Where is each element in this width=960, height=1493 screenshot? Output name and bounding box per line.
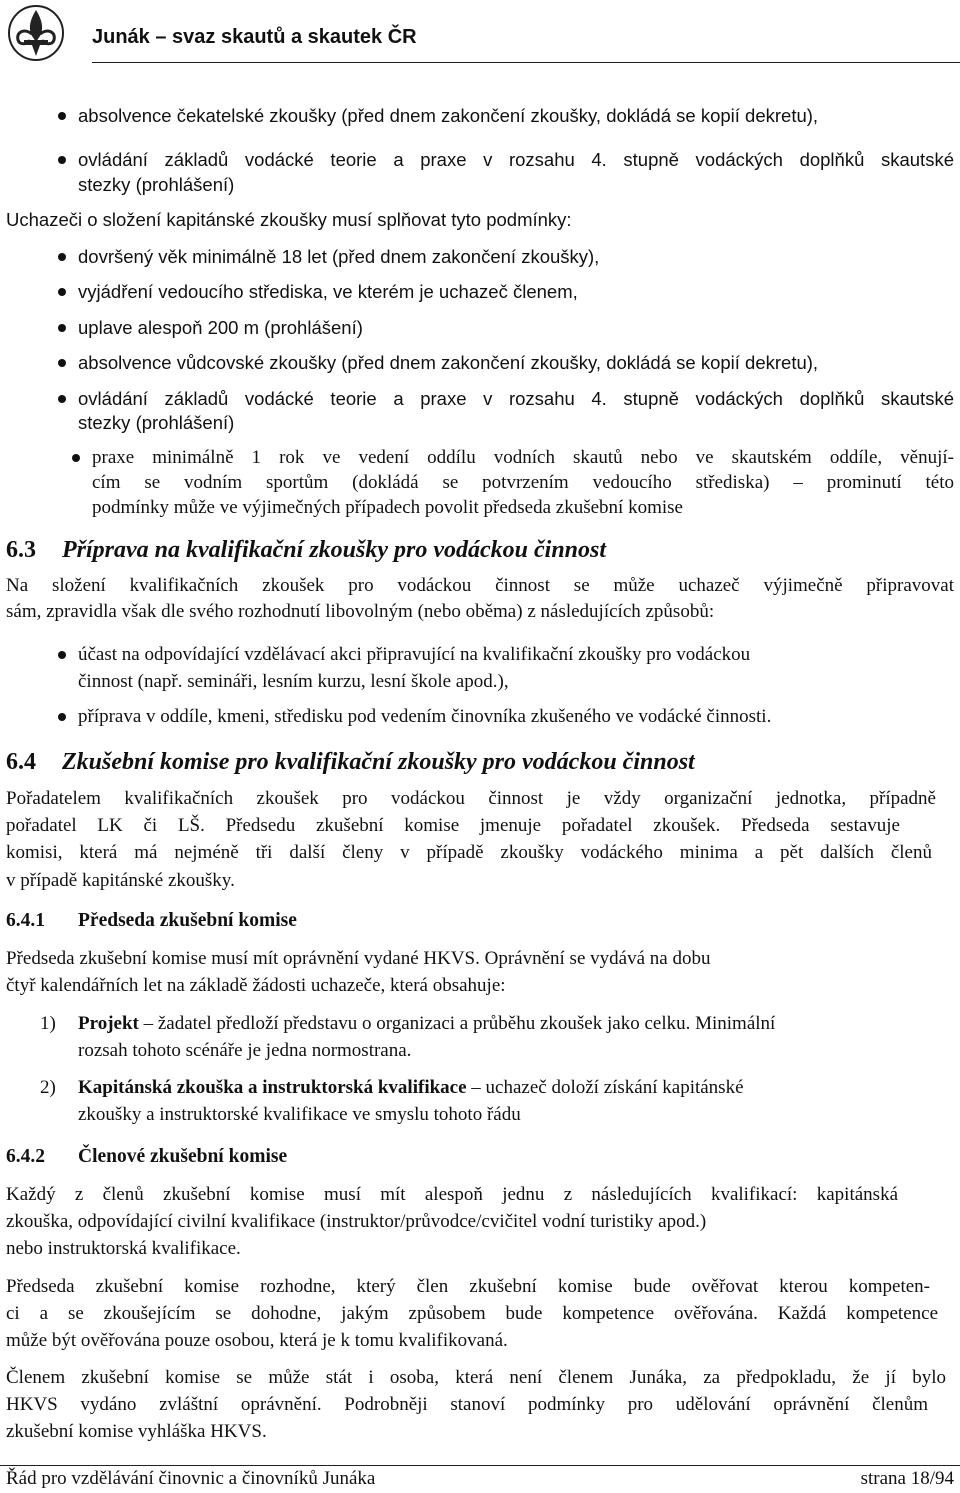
bullet-icon: [58, 651, 66, 659]
list-item: praxe minimálně 1 rok ve vedení oddílu vodních skautů nebo ve skautském oddíle, věnují-: [92, 447, 954, 468]
paragraph-line: Předseda zkušební komise rozhodne, který člen zkušební komise bude ověřovat kterou kompeten-: [6, 1276, 930, 1297]
numbered-item-bold: Projekt: [78, 1013, 139, 1034]
list-item-continuation: činnost (např. semináři, lesním kurzu, lesní škole apod.),: [78, 671, 509, 692]
paragraph-line: zkušební komise vyhláška HKVS.: [6, 1421, 267, 1442]
numbered-item-text: – žadatel předloží představu o organizaci a průběhu zkoušek jako celku. Minimální: [138, 1013, 776, 1034]
scout-lily-logo-icon: [6, 4, 66, 62]
paragraph-line: čtyř kalendářních let na základě žádosti uchazeče, která obsahuje:: [6, 975, 506, 996]
list-item: ovládání základů vodácké teorie a praxe v rozsahu 4. stupně vodáckých doplňků skautské: [78, 388, 954, 409]
paragraph-line: Na složení kvalifikačních zkoušek pro vodáckou činnost se může uchazeč výjimečně připravovat: [6, 575, 954, 596]
paragraph-line: Každý z členů zkušební komise musí mít alespoň jednu z následujících kvalifikací: kapitánská: [6, 1184, 898, 1205]
numbered-item-bold: Kapitánská zkouška a instruktorská kvalifikace: [78, 1077, 467, 1098]
bullet-icon: [58, 359, 66, 367]
paragraph-line: sám, zpravidla však dle svého rozhodnutí libovolným (nebo oběma) z následujících způsobů:: [6, 601, 715, 622]
numbered-item: [78, 1076, 744, 1100]
section-number: 6.4: [6, 749, 36, 775]
numbered-item-text: – uchazeč doloží získání kapitánské: [466, 1077, 744, 1098]
bullet-icon: [58, 395, 66, 403]
list-item-continuation: cím se vodním sportům (dokládá se potvrzením vedoucího střediska) – prominutí této: [92, 472, 954, 493]
organization-name: Junák – svaz skautů a skautek ČR: [92, 26, 417, 48]
list-item: uplave alespoň 200 m (prohlášení): [78, 317, 363, 338]
bullet-icon: [58, 288, 66, 296]
bullet-icon: [58, 112, 66, 120]
paragraph-line: HKVS vydáno zvláštní oprávnění. Podrobněji stanoví podmínky pro udělování oprávnění členům: [6, 1394, 928, 1415]
subsection-number: 6.4.1: [6, 910, 45, 931]
list-item-continuation: stezky (prohlášení): [78, 412, 235, 433]
list-item: účast na odpovídající vzdělávací akci připravující na kvalifikační zkoušky pro vodáckou: [78, 644, 751, 665]
paragraph-line: Pořadatelem kvalifikačních zkoušek pro vodáckou činnost je vždy organizační jednotka, případně: [6, 788, 936, 809]
list-item: příprava v oddíle, kmeni, středisku pod vedením činovníka zkušeného ve vodácké činnosti.: [78, 706, 772, 727]
header-divider: [92, 62, 960, 63]
captain-intro: Uchazeči o složení kapitánské zkoušky musí splňovat tyto podmínky:: [6, 209, 572, 230]
numbered-item-number: 2): [40, 1077, 56, 1098]
section-title: Příprava na kvalifikační zkoušky pro vodáckou činnost: [62, 537, 607, 563]
numbered-item-number: 1): [40, 1013, 56, 1034]
list-item-continuation: podmínky může ve výjimečných případech povolit předseda zkušební komise: [92, 497, 683, 518]
paragraph-line: zkouška, odpovídající civilní kvalifikace (instruktor/průvodce/cvičitel vodní turistiky apod.): [6, 1211, 707, 1232]
footer-document-title: Řád pro vzdělávání činovnic a činovníků Junáka: [6, 1468, 376, 1489]
page-header: [0, 0, 960, 66]
paragraph-line: v případě kapitánské zkoušky.: [6, 870, 235, 891]
paragraph-line: Předseda zkušební komise musí mít oprávnění vydané HKVS. Oprávnění se vydává na dobu: [6, 948, 711, 969]
section-heading: [62, 750, 695, 774]
section-number: 6.3: [6, 537, 36, 563]
list-item: dovršený věk minimálně 18 let (před dnem zakončení zkoušky),: [78, 246, 600, 267]
list-item-continuation: stezky (prohlášení): [78, 174, 235, 195]
subsection-title: Členové zkušební komise: [78, 1146, 288, 1167]
list-item: vyjádření vedoucího střediska, ve kterém je uchazeč členem,: [78, 281, 578, 302]
list-item: absolvence čekatelské zkoušky (před dnem zakončení zkoušky, dokládá se kopií dekretu),: [78, 105, 819, 126]
paragraph-line: nebo instruktorská kvalifikace.: [6, 1238, 241, 1259]
bullet-icon: [58, 324, 66, 332]
bullet-icon: [58, 156, 66, 164]
bullet-icon: [58, 253, 66, 261]
subsection-number: 6.4.2: [6, 1146, 45, 1167]
numbered-item-continuation: zkoušky a instruktorské kvalifikace ve smyslu tohoto řádu: [78, 1104, 521, 1125]
footer-page-number: strana 18/94: [860, 1468, 954, 1489]
list-item: ovládání základů vodácké teorie a praxe v rozsahu 4. stupně vodáckých doplňků skautské: [78, 149, 954, 170]
numbered-item: [78, 1012, 775, 1036]
paragraph-line: komisi, která má nejméně tři další členy v případě zkoušky vodáckého minima a pět dalších členů: [6, 842, 932, 863]
bullet-icon: [58, 713, 66, 721]
paragraph-line: Členem zkušební komise se může stát i osoba, která není členem Junáka, za předpokladu, že jí bylo: [6, 1367, 946, 1388]
paragraph-line: může být ověřována pouze osobou, která je k tomu kvalifikovaná.: [6, 1330, 508, 1351]
bullet-icon: [72, 454, 80, 462]
section-title: Zkušební komise pro kvalifikační zkoušky pro vodáckou činnost: [62, 749, 695, 775]
subsection-title: Předseda zkušební komise: [78, 910, 297, 931]
paragraph-line: pořadatel LK či LŠ. Předsedu zkušební komise jmenuje pořadatel zkoušek. Předseda sestavuje: [6, 815, 900, 836]
footer-divider: [0, 1465, 960, 1466]
numbered-item-continuation: rozsah tohoto scénáře je jedna normostrana.: [78, 1040, 412, 1061]
section-heading: [62, 538, 606, 562]
paragraph-line: ci a se zkoušejícím se dohodne, jakým způsobem bude kompetence ověřována. Každá kompetence: [6, 1303, 938, 1324]
list-item: absolvence vůdcovské zkoušky (před dnem zakončení zkoušky, dokládá se kopií dekretu),: [78, 352, 819, 373]
